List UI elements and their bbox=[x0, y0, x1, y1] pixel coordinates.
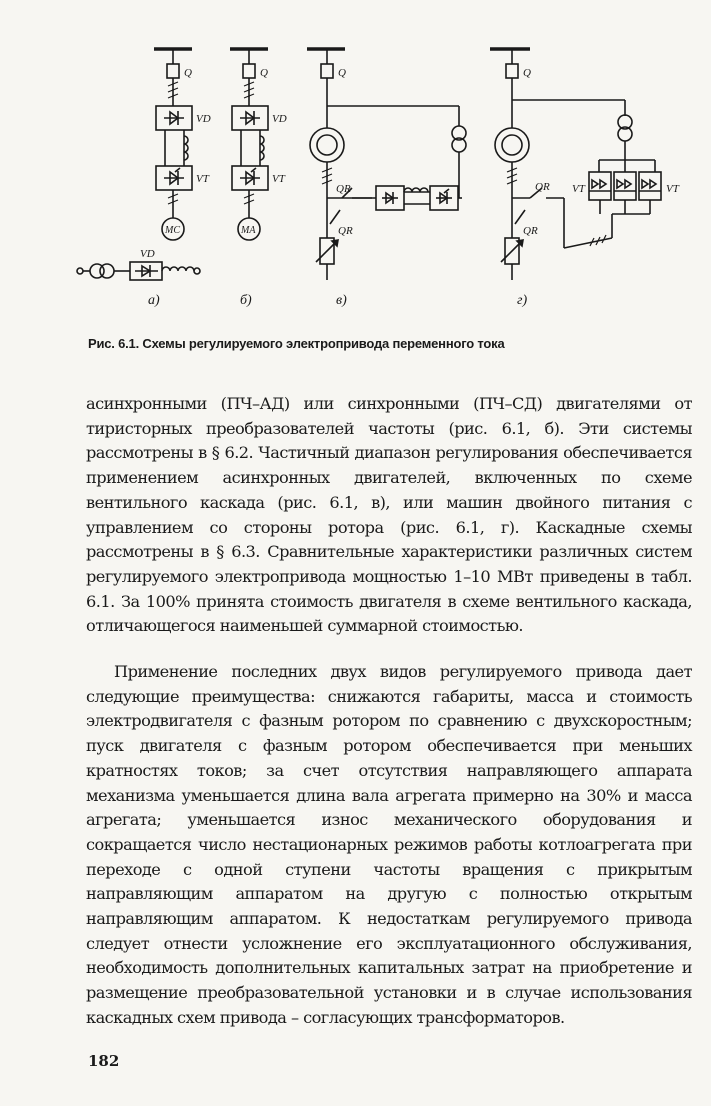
subfig-v-label: в) bbox=[336, 293, 347, 308]
body-paragraph-2: Применение последних двух видов регулируемого привода дает следующие преимущества: снижаются габариты, масса и стоимость электродвигателя с фазным ротором по сравнению с двухскоростным; пуск двигателя с фазным ротором обеспечивается при меньших кратностях токов; за счет отсутствия направляющего аппарата механизма уменьшается длина вала агрегата примерно на 30% и масса агрегата; уменьшается износ механического оборудования и сокращается число нестационарных режимов работы котлоагрегата при переходе с одной ступени частоты вращения с прикрытым направляющим аппаратом на другую с полностью открытым направляющим аппаратом. К недостаткам регулируемого привода следует отнести усложнение его эксплуатационного обслуживания, необходимость дополнительных капитальных затрат на приобретение и размещение преобразовательной установки и в случае использования каскадных схем привода – согласующих трансформаторов. bbox=[86, 662, 692, 1027]
svg-text:MC: MC bbox=[165, 225, 180, 236]
body-paragraph-1: асинхронными (ПЧ–АД) или синхронными (ПЧ–СД) двигателями от тиристорных преобразователей частоты (рис. 6.1, б). Эти системы рассмотрены в § 6.2. Частичный диапазон регулирования обеспечивается применением асинхронных двигателей, включенных по схеме вентильного каскада (рис. 6.1, в), или машин двойного питания с управлением со стороны ротора (рис. 6.1, г). Каскадные схемы рассмотрены в § 6.3. Сравнительные характеристики различных систем регулируемого электропривода мощностью 1–10 МВт приведены в табл. 6.1. За 100% принята стоимость двигателя в схеме вентильного каскада, отличающегося наименьшей суммарной стоимостью. bbox=[86, 394, 692, 636]
scheme-v bbox=[307, 49, 466, 280]
figure-labels bbox=[140, 67, 680, 308]
figure-6-1-diagram bbox=[0, 0, 711, 330]
svg-text:VT: VT bbox=[272, 173, 285, 185]
page-number: 182 bbox=[88, 1052, 120, 1070]
svg-text:MA: MA bbox=[241, 225, 256, 236]
svg-text:Q: Q bbox=[260, 67, 268, 79]
scheme-a bbox=[77, 49, 200, 280]
figure-caption: Рис. 6.1. Схемы регулируемого электропривода переменного тока bbox=[88, 336, 505, 351]
body-paragraph-1-container bbox=[86, 392, 692, 639]
svg-text:QR: QR bbox=[523, 225, 538, 237]
svg-text:VD: VD bbox=[272, 113, 287, 125]
svg-text:QR: QR bbox=[535, 181, 550, 193]
breaker-q-g bbox=[506, 64, 518, 78]
svg-text:VD: VD bbox=[196, 113, 211, 125]
subfig-b-label: б) bbox=[240, 293, 252, 308]
svg-text:VT: VT bbox=[196, 173, 209, 185]
breaker-q-b bbox=[243, 64, 255, 78]
breaker-q-v bbox=[321, 64, 333, 78]
svg-text:VD: VD bbox=[140, 248, 155, 260]
subfig-a-label: а) bbox=[148, 293, 160, 308]
motor-v bbox=[310, 128, 344, 162]
rotor-winding-a bbox=[162, 267, 194, 271]
svg-text:Q: Q bbox=[184, 67, 192, 79]
svg-text:Q: Q bbox=[338, 67, 346, 79]
svg-text:VT: VT bbox=[572, 183, 585, 195]
svg-text:VT: VT bbox=[666, 183, 679, 195]
svg-text:Q: Q bbox=[523, 67, 531, 79]
subfig-g-label: г) bbox=[517, 293, 528, 308]
scheme-g bbox=[490, 49, 661, 280]
svg-text:QR: QR bbox=[338, 225, 353, 237]
breaker-q-a bbox=[167, 64, 179, 78]
body-paragraph-2-container bbox=[86, 660, 692, 1031]
motor-g bbox=[495, 128, 529, 162]
svg-text:QR: QR bbox=[336, 183, 351, 195]
